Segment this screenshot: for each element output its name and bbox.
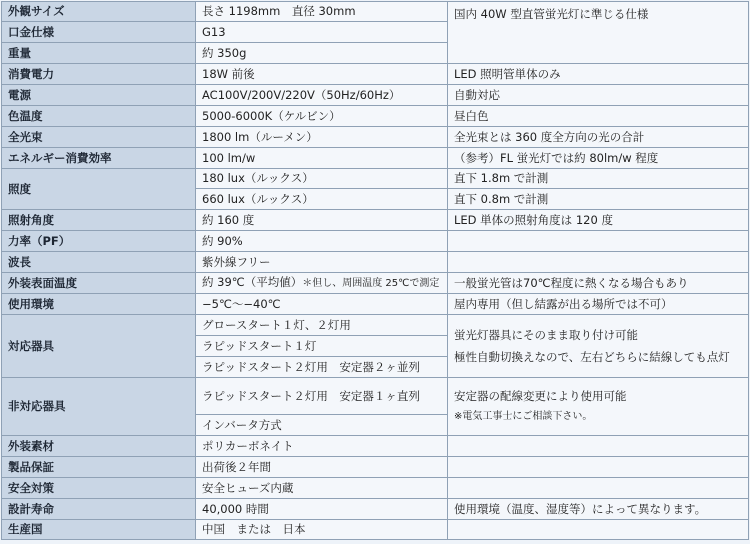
- label-surface-temp: 外装表面温度: [2, 273, 196, 294]
- row-pf: [2, 231, 749, 252]
- value-environment: −5℃〜−40℃: [196, 294, 448, 315]
- compatible-item: ラピッドスタート２灯用 安定器２ヶ並列: [196, 357, 448, 378]
- row-illuminance-1: [2, 169, 749, 189]
- value-efficiency: 100 lm/w: [196, 148, 448, 169]
- note-incompatible-1: 安定器の配線変更により使用可能: [454, 389, 627, 404]
- value-surface-temp: [196, 273, 448, 294]
- row-environment: [2, 294, 749, 315]
- note-power: LED 照明管単体のみ: [448, 64, 749, 85]
- value-supply: AC100V/200V/220V（50Hz/60Hz）: [196, 85, 448, 106]
- note-compatible-2: 極性自動切換えなので、左右どちらに結線しても点灯: [454, 350, 730, 364]
- value-illuminance-2: 660 lux（ルックス）: [196, 189, 448, 210]
- value-size: 長さ 1198mm 直径 30mm: [196, 2, 448, 22]
- label-incompatible: 非対応器具: [2, 378, 196, 436]
- row-incompatible-1: [2, 378, 749, 415]
- row-angle: [2, 210, 749, 231]
- note-compatible: [448, 315, 749, 378]
- label-warranty: 製品保証: [2, 457, 196, 478]
- value-weight: 約 350g: [196, 43, 448, 64]
- row-compatible-1: [2, 315, 749, 336]
- row-supply: [2, 85, 749, 106]
- note-pf-empty: [448, 231, 749, 252]
- note-material-empty: [448, 436, 749, 457]
- row-warranty: [2, 457, 749, 478]
- label-safety: 安全対策: [2, 478, 196, 499]
- compatible-item: ラピッドスタート１灯: [196, 336, 448, 357]
- label-power: 消費電力: [2, 64, 196, 85]
- label-efficiency: エネルギー消費効率: [2, 148, 196, 169]
- row-safety: [2, 478, 749, 499]
- label-color-temp: 色温度: [2, 106, 196, 127]
- note-environment: 屋内専用（但し結露が出る場所では不可）: [448, 294, 749, 315]
- note-safety-empty: [448, 478, 749, 499]
- value-warranty: 出荷後２年間: [196, 457, 448, 478]
- note-supply: 自動対応: [448, 85, 749, 106]
- row-material: [2, 436, 749, 457]
- label-wavelength: 波長: [2, 252, 196, 273]
- surface-temp-sub: ＊但し、周囲温度 25℃で測定: [302, 278, 440, 290]
- value-origin: 中国 または 日本: [196, 520, 448, 540]
- note-flux: 全光束とは 360 度全方向の光の合計: [448, 127, 749, 148]
- note-color-temp: 昼白色: [448, 106, 749, 127]
- value-wavelength: 紫外線フリー: [196, 252, 448, 273]
- label-origin: 生産国: [2, 520, 196, 540]
- note-illuminance-1: 直下 1.8m で計測: [448, 169, 749, 189]
- note-angle: LED 単体の照射角度は 120 度: [448, 210, 749, 231]
- incompatible-item: インバータ方式: [196, 415, 448, 436]
- value-safety: 安全ヒューズ内蔵: [196, 478, 448, 499]
- note-incompatible-2: ※電気工事士にご相談下さい。: [454, 411, 593, 423]
- note-efficiency: （参考）FL 蛍光灯では約 80lm/w 程度: [448, 148, 749, 169]
- value-flux: 1800 lm（ルーメン）: [196, 127, 448, 148]
- row-flux: [2, 127, 749, 148]
- label-pf: 力率（PF）: [2, 231, 196, 252]
- label-weight: 重量: [2, 43, 196, 64]
- value-material: ポリカーボネイト: [196, 436, 448, 457]
- value-illuminance-1: 180 lux（ルックス）: [196, 169, 448, 189]
- row-surface-temp: [2, 273, 749, 294]
- note-compatible-1: 蛍光灯器具にそのまま取り付け可能: [454, 327, 638, 342]
- label-supply: 電源: [2, 85, 196, 106]
- note-origin-empty: [448, 520, 749, 540]
- label-lifetime: 設計寿命: [2, 499, 196, 520]
- label-illuminance: 照度: [2, 169, 196, 210]
- row-color-temp: [2, 106, 749, 127]
- value-angle: 約 160 度: [196, 210, 448, 231]
- header-note: 国内 40W 型直管蛍光灯に準じる仕様: [448, 2, 749, 64]
- label-angle: 照射角度: [2, 210, 196, 231]
- row-wavelength: [2, 252, 749, 273]
- row-efficiency: [2, 148, 749, 169]
- row-origin: [2, 520, 749, 540]
- value-base: G13: [196, 22, 448, 43]
- value-pf: 約 90%: [196, 231, 448, 252]
- note-surface-temp: 一般蛍光管は70℃程度に熱くなる場合もあり: [448, 273, 749, 294]
- incompatible-item: ラピッドスタート２灯用 安定器１ヶ直列: [196, 378, 448, 415]
- label-size: 外観サイズ: [2, 2, 196, 22]
- value-lifetime: 40,000 時間: [196, 499, 448, 520]
- row-lifetime: [2, 499, 749, 520]
- label-environment: 使用環境: [2, 294, 196, 315]
- value-color-temp: 5000-6000K（ケルビン）: [196, 106, 448, 127]
- label-material: 外装素材: [2, 436, 196, 457]
- note-warranty-empty: [448, 457, 749, 478]
- note-incompatible: [448, 378, 749, 436]
- note-wavelength-empty: [448, 252, 749, 273]
- spec-table: [1, 1, 749, 540]
- label-compatible: 対応器具: [2, 315, 196, 378]
- label-base: 口金仕様: [2, 22, 196, 43]
- value-power: 18W 前後: [196, 64, 448, 85]
- note-illuminance-2: 直下 0.8m で計測: [448, 189, 749, 210]
- row-size: [2, 2, 749, 22]
- label-flux: 全光束: [2, 127, 196, 148]
- note-lifetime: 使用環境（温度、湿度等）によって異なります。: [448, 499, 749, 520]
- compatible-item: グロースタート１灯、２灯用: [196, 315, 448, 336]
- row-power: [2, 64, 749, 85]
- surface-temp-main: 約 39℃（平均値）: [202, 275, 303, 290]
